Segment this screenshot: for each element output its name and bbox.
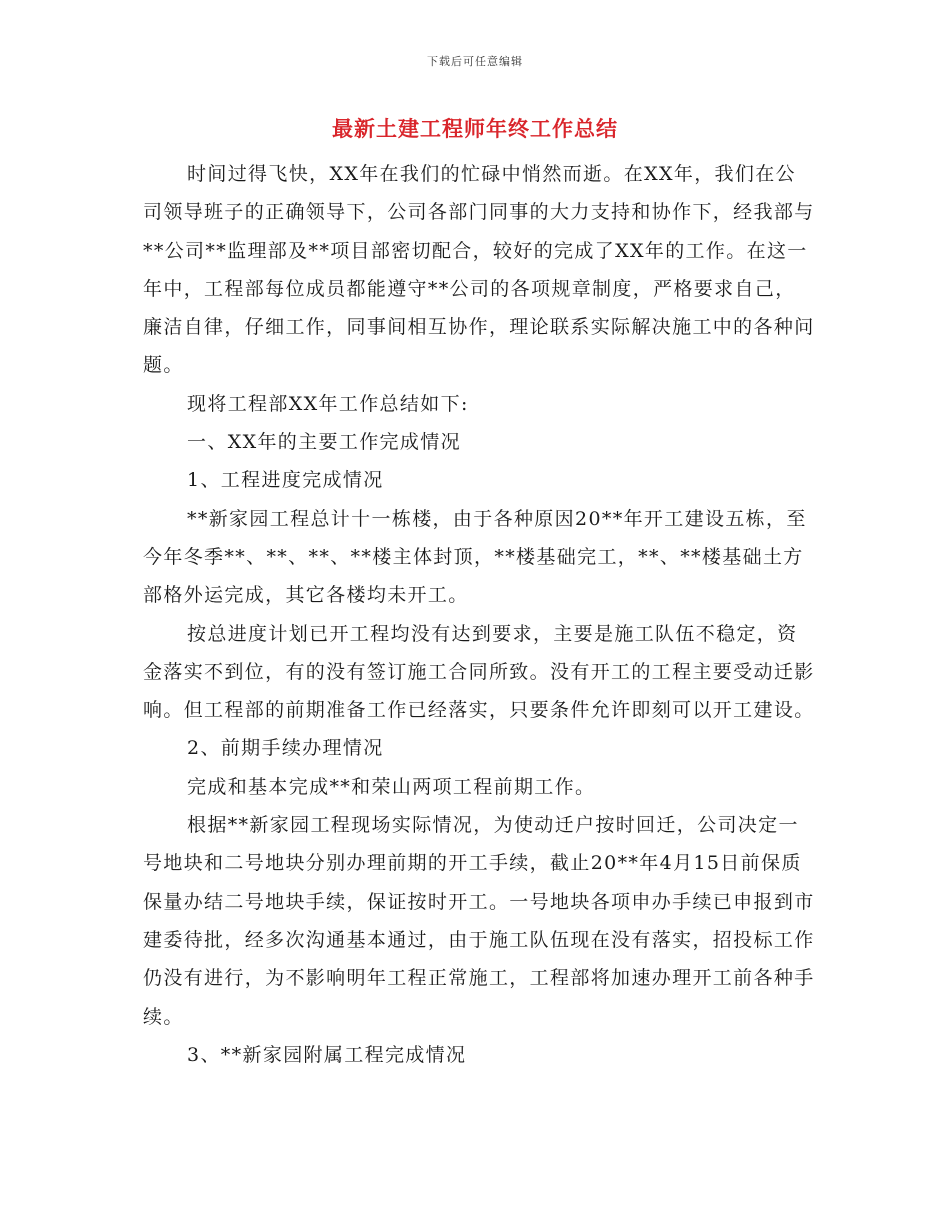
- document-title: 最新土建工程师年终工作总结: [332, 116, 618, 141]
- paragraph-schedule: 按总进度计划已开工程均没有达到要求，主要是施工队伍不稳定，资金落实不到位，有的没有签订施工合同所致。没有开工的工程主要受动迁影响。但工程部的前期准备工作已经落实，只要条件允许即刻可以开工建设。: [143, 622, 815, 722]
- document-body: [143, 155, 815, 1074]
- paragraph-intro: 时间过得飞快，XX年在我们的忙碌中悄然而逝。在XX年，我们在公司领导班子的正确领导下，公司各部门同事的大力支持和协作下，经我部与**公司**监理部及**项目部密切配合，较好的完成了XX年的工作。在这一年中，工程部每位成员都能遵守**公司的各项规章制度，严格要求自己，廉洁自律，仔细工作，同事间相互协作，理论联系实际解决施工中的各种问题。: [143, 163, 815, 377]
- paragraph-summary-lead: 现将工程部XX年工作总结如下:: [187, 392, 469, 415]
- paragraph-progress: **新家园工程总计十一栋楼，由于各种原因20**年开工建设五栋，至今年冬季**、**、**、**楼主体封顶，**楼基础完工，**、**楼基础土方部格外运完成，其它各楼均未开工。: [143, 507, 807, 607]
- paragraph-prework: 完成和基本完成**和荣山两项工程前期工作。: [187, 775, 596, 798]
- paragraph-procedures: 根据**新家园工程现场实际情况，为使动迁户按时回迁，公司决定一号地块和二号地块分别办理前期的开工手续，截止20**年4月15日前保质保量办结二号地块手续，保证按时开工。一号地块各项申办手续已申报到市建委待批，经多次沟通基本通过，由于施工队伍现在没有落实，招投标工作仍没有进行，为不影响明年工程正常施工，工程部将加速办理开工前各种手续。: [143, 814, 815, 1028]
- subsection-heading-1: 1、工程进度完成情况: [187, 469, 384, 492]
- header-note: 下载后可任意编辑: [427, 55, 523, 68]
- subsection-heading-2: 2、前期手续办理情况: [187, 737, 384, 760]
- subsection-heading-3: 3、**新家园附属工程完成情况: [187, 1043, 467, 1066]
- section-heading-1: 一、XX年的主要工作完成情况: [187, 431, 461, 454]
